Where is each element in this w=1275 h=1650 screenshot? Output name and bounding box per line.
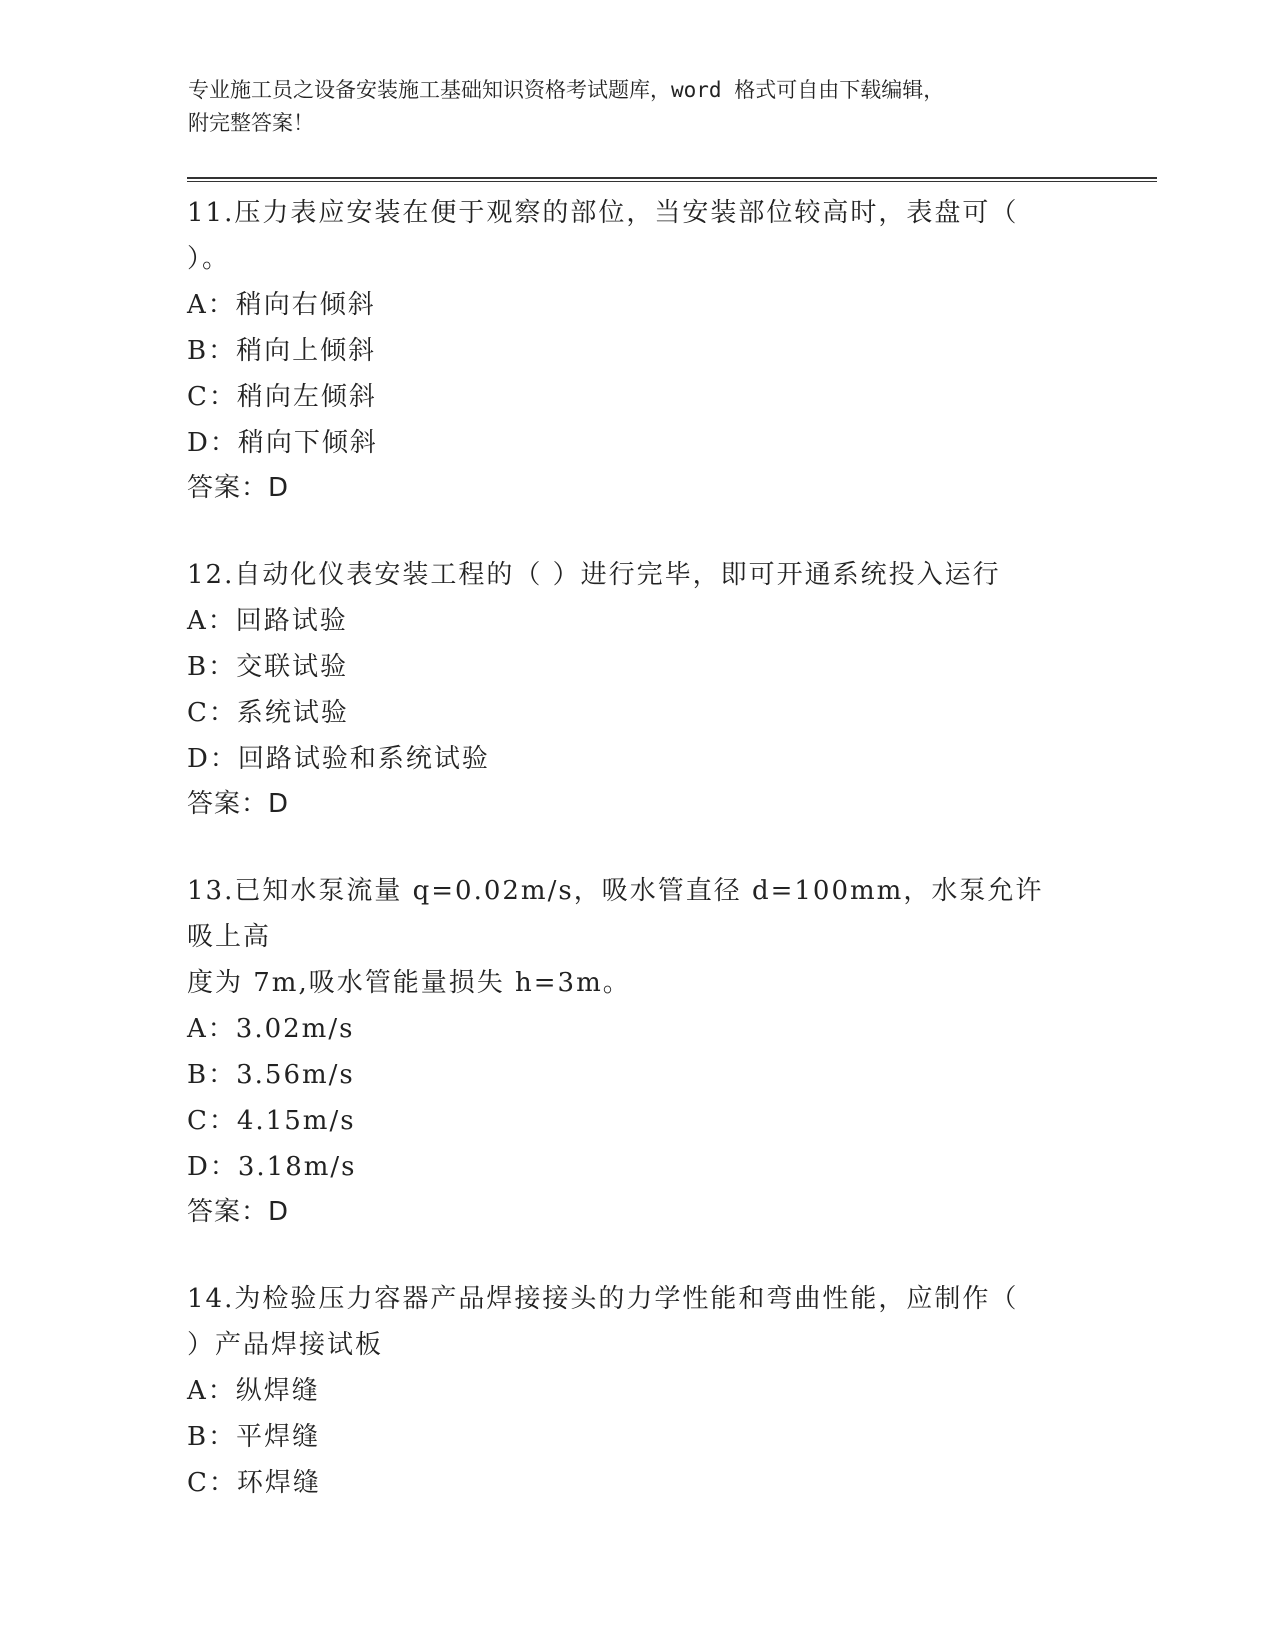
question-14 xyxy=(187,1276,1067,1506)
question-stem: 12.自动化仪表安装工程的（ ）进行完毕，即可开通系统投入运行 xyxy=(187,560,1001,590)
option-a: A：回路试验 xyxy=(187,606,348,636)
header-divider-thin xyxy=(187,181,1157,182)
answer: 答案：D xyxy=(187,1197,290,1227)
question-stem-continued: ）。 xyxy=(187,244,231,274)
document-header xyxy=(188,74,1068,140)
option-a: A：纵焊缝 xyxy=(187,1376,320,1406)
option-a: A：稍向右倾斜 xyxy=(187,290,376,320)
question-stem: 11.压力表应安装在便于观察的部位，当安装部位较高时，表盘可（ xyxy=(187,198,1019,228)
option-b: B：平焊缝 xyxy=(187,1422,321,1452)
option-b: B：3.56m/s xyxy=(187,1060,355,1090)
answer: 答案：D xyxy=(187,473,290,503)
option-c: C：系统试验 xyxy=(187,698,349,728)
option-d: D：稍向下倾斜 xyxy=(187,428,378,458)
option-d: D：3.18m/s xyxy=(187,1152,357,1182)
option-b: B：稍向上倾斜 xyxy=(187,336,377,366)
option-c: C：稍向左倾斜 xyxy=(187,382,377,412)
question-13 xyxy=(187,868,1067,1234)
option-c: C：环焊缝 xyxy=(187,1468,321,1498)
header-line-1: 专业施工员之设备安装施工基础知识资格考试题库，word 格式可自由下载编辑， xyxy=(188,78,945,102)
header-line-2: 附完整答案！ xyxy=(188,111,314,135)
question-stem: 13.已知水泵流量 q=0.02m/s，吸水管直径 d=100mm，水泵允许吸上高 xyxy=(187,876,1044,952)
header-divider xyxy=(187,177,1157,179)
option-a: A：3.02m/s xyxy=(187,1014,355,1044)
option-c: C：4.15m/s xyxy=(187,1106,356,1136)
option-d: D：回路试验和系统试验 xyxy=(187,744,490,774)
question-list xyxy=(187,190,1067,1548)
question-stem: 14.为检验压力容器产品焊接接头的力学性能和弯曲性能，应制作（ xyxy=(187,1284,1019,1314)
question-11 xyxy=(187,190,1067,510)
question-stem-continued: 度为 7m,吸水管能量损失 h=3m。 xyxy=(187,968,631,998)
question-stem-continued: ）产品焊接试板 xyxy=(187,1330,384,1360)
answer: 答案：D xyxy=(187,789,290,819)
question-12 xyxy=(187,552,1067,826)
option-b: B：交联试验 xyxy=(187,652,349,682)
